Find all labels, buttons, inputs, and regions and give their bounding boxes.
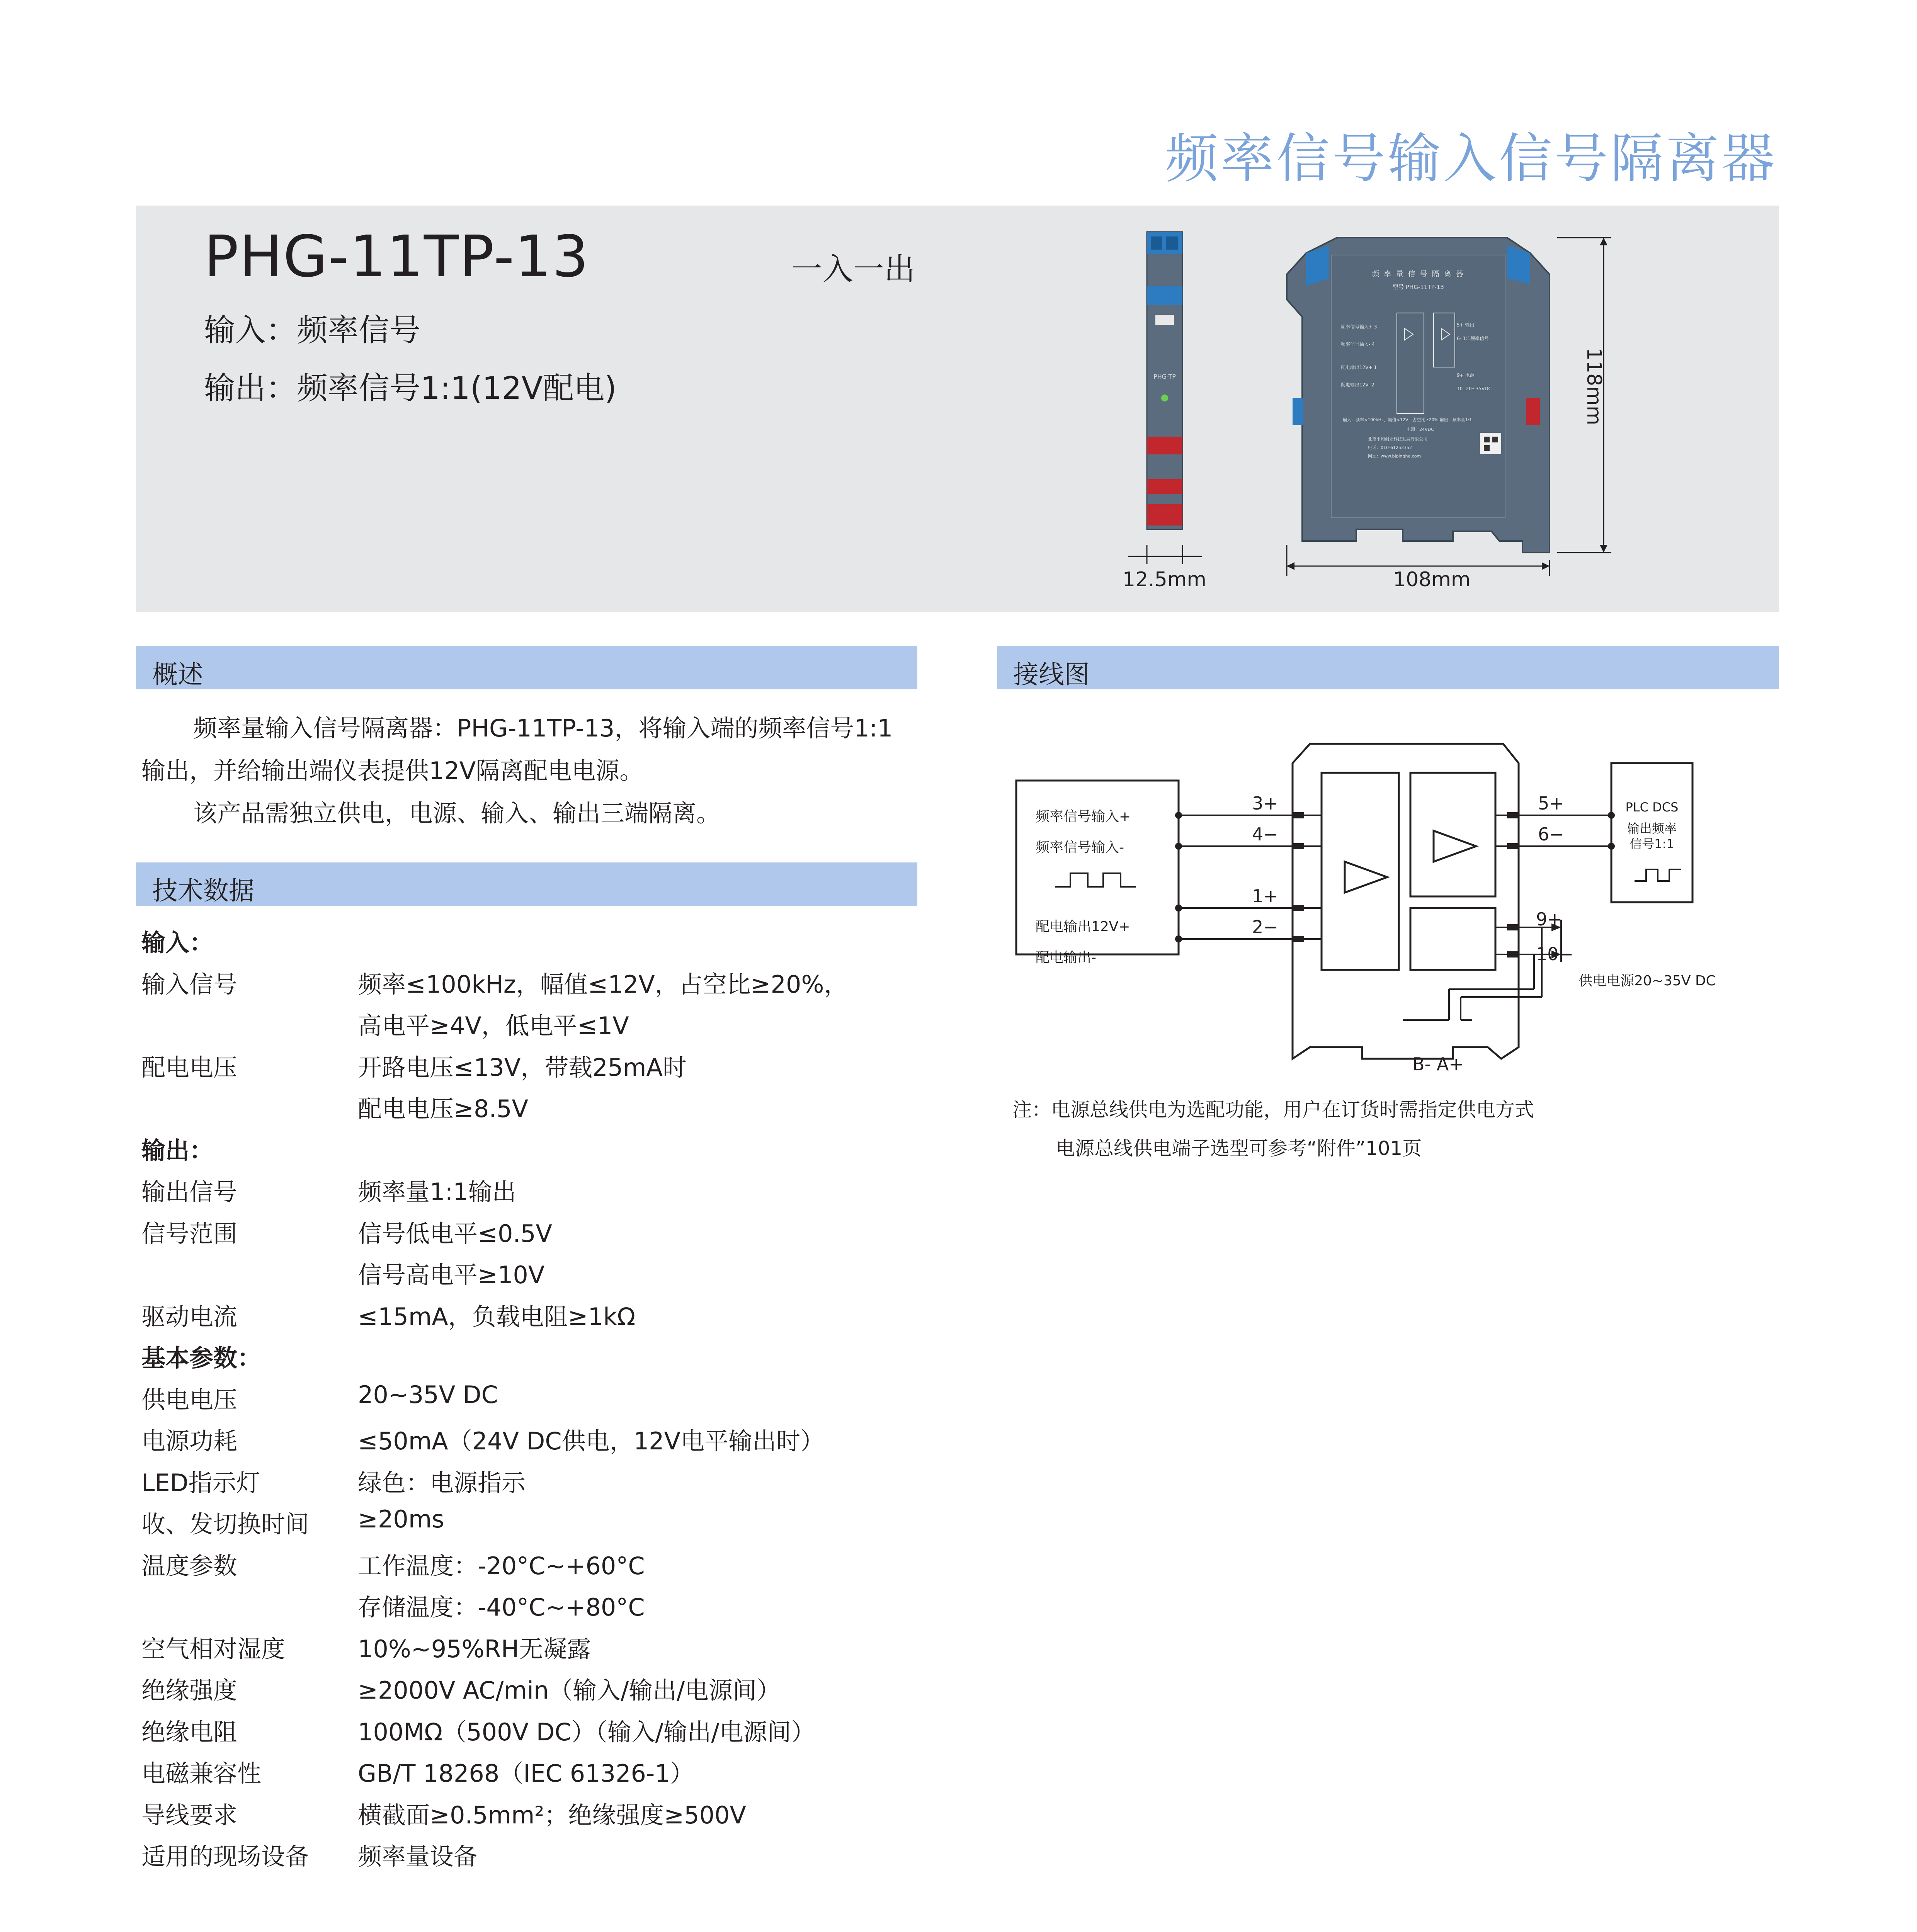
spec-value: GB/T 18268（IEC 61326-1） <box>358 1759 694 1787</box>
spec-label: 适用的现场设备 <box>141 1842 310 1871</box>
device-title: 频 率 量 信 号 隔 离 器 <box>1372 270 1465 278</box>
plc-label: PLC DCS <box>1625 800 1679 815</box>
spec-value: 工作温度：-20°C~+60°C <box>358 1552 645 1580</box>
spec-label: LED指示灯 <box>141 1469 260 1497</box>
spec-value: 配电电压≥8.5V <box>358 1095 528 1123</box>
spec-label: 输出： <box>141 1136 214 1165</box>
device-out-label: 9+ 电源 <box>1457 372 1475 378</box>
device-in-label: 配电输出12V+ 1 <box>1341 365 1377 370</box>
amplifier-icon <box>1434 831 1476 862</box>
device-out-label: 5+ 输出 <box>1457 322 1475 328</box>
field-label: 配电输出12V+ <box>1036 919 1130 935</box>
output-summary: 输出：频率信号1:1(12V配电) <box>204 370 617 406</box>
product-model: PHG-11TP-13 <box>204 223 590 290</box>
overview-line: 输出，并给输出端仪表提供12V隔离配电电源。 <box>141 757 644 785</box>
spec-value: 频率≤100kHz，幅值≤12V，占空比≥20%， <box>358 970 848 998</box>
field-label: 配电输出- <box>1036 950 1096 966</box>
bus-label: B- A+ <box>1412 1054 1464 1075</box>
terminal-label: 2− <box>1252 917 1278 937</box>
spec-label: 导线要求 <box>141 1801 238 1829</box>
spec-label: 电磁兼容性 <box>141 1759 262 1787</box>
spec-label: 空气相对湿度 <box>141 1635 286 1663</box>
device-out-label: 6- 1:1频率信号 <box>1457 336 1489 341</box>
power-block <box>1410 908 1495 970</box>
wiring-heading-bar <box>997 646 1779 689</box>
terminal-label: 9+ <box>1536 909 1562 930</box>
device-front-view <box>1287 238 1550 553</box>
page-title: 频率信号输入信号隔离器 <box>1165 128 1777 190</box>
device-power-line: 电源：24VDC <box>1407 427 1434 432</box>
tech-heading: 技术数据 <box>152 876 254 906</box>
spec-label: 电源功耗 <box>141 1427 238 1455</box>
wiring-diagram <box>1005 726 1778 1090</box>
device-model: 型号 PHG-11TP-13 <box>1392 284 1444 291</box>
device-in-label: 频率信号输入- 4 <box>1341 342 1375 347</box>
device-in-label: 频率信号输入+ 3 <box>1341 324 1377 330</box>
spec-value: 开路电压≤13V，带载25mA时 <box>358 1053 687 1082</box>
spec-label: 收、发切换时间 <box>141 1510 310 1538</box>
channel-config: 一入一出 <box>791 251 915 287</box>
isolator-outline <box>1293 744 1519 1059</box>
device-tel: 电话：010-61252352 <box>1368 445 1412 450</box>
dim-width: 108mm <box>1393 568 1471 591</box>
tech-heading-bar <box>136 862 917 906</box>
spec-value: 频率量设备 <box>358 1842 478 1871</box>
supply-label: 供电电源20~35V DC <box>1579 973 1716 989</box>
spec-value: 100MΩ（500V DC）（输入/输出/电源间） <box>358 1718 815 1746</box>
spec-value: ≤15mA，负载电阻≥1kΩ <box>358 1303 636 1331</box>
spec-label: 输出信号 <box>141 1178 238 1206</box>
device-in-label: 配电输出12V- 2 <box>1341 382 1374 388</box>
overview-heading-bar <box>136 646 917 689</box>
spec-label: 信号范围 <box>141 1219 238 1248</box>
spec-value: 存储温度：-40°C~+80°C <box>358 1593 645 1621</box>
product-drawing <box>1121 216 1662 611</box>
spec-value: ≥2000V AC/min（输入/输出/电源间） <box>358 1676 781 1704</box>
dim-height: 118mm <box>1582 348 1606 425</box>
terminal-label: 5+ <box>1538 793 1564 814</box>
spec-label: 基本参数： <box>141 1344 262 1372</box>
spec-value: 10%~95%RH无凝露 <box>358 1635 591 1663</box>
spec-label: 配电电压 <box>141 1053 238 1082</box>
amplifier-icon <box>1345 862 1387 893</box>
pulse-wave-icon <box>1635 869 1681 881</box>
wiring-note: 电源总线供电端子选型可参考“附件”101页 <box>1056 1137 1422 1160</box>
plc-label: 信号1:1 <box>1630 837 1674 851</box>
output-block <box>1410 773 1495 896</box>
dim-thin-width: 12.5mm <box>1123 568 1207 591</box>
terminal-label: 4− <box>1252 824 1278 845</box>
field-label: 频率信号输入+ <box>1036 809 1131 825</box>
spec-value: 20~35V DC <box>358 1381 498 1409</box>
spec-label: 驱动电流 <box>141 1303 238 1331</box>
field-label: 频率信号输入- <box>1036 840 1124 855</box>
plc-label: 输出频率 <box>1627 821 1677 836</box>
spec-label: 绝缘强度 <box>141 1676 238 1704</box>
overview-line: 该产品需独立供电，电源、输入、输出三端隔离。 <box>193 799 721 827</box>
device-web: 网址：www.bjpinghe.com <box>1368 454 1421 459</box>
spec-value: 频率量1:1输出 <box>358 1178 516 1206</box>
pulse-wave-icon <box>1055 873 1136 887</box>
spec-value: ≥20ms <box>358 1505 444 1533</box>
input-summary: 输入：频率信号 <box>204 312 420 348</box>
overview-line: 频率量输入信号隔离器：PHG-11TP-13，将输入端的频率信号1:1 <box>193 714 893 742</box>
device-company: 北京平和创业科技发展有限公司 <box>1368 437 1427 442</box>
spec-label: 输入信号 <box>141 970 238 998</box>
spec-value: 信号高电平≥10V <box>358 1261 545 1289</box>
terminal-label: 3+ <box>1252 793 1278 814</box>
spec-value: 信号低电平≤0.5V <box>358 1219 552 1248</box>
input-block <box>1322 773 1399 970</box>
spec-value: ≤50mA（24V DC供电，12V电平输出时） <box>358 1427 825 1455</box>
spec-label: 温度参数 <box>141 1552 238 1580</box>
spec-value: 高电平≥4V，低电平≤1V <box>358 1012 629 1040</box>
terminal-label: 10− <box>1536 944 1574 964</box>
side-model-label: PHG-TP <box>1153 373 1176 380</box>
device-side-view <box>1147 232 1182 529</box>
terminal-label: 6− <box>1538 824 1564 845</box>
spec-label: 绝缘电阻 <box>141 1718 238 1746</box>
qr-code-icon <box>1480 433 1501 454</box>
overview-heading: 概述 <box>152 660 203 689</box>
spec-label: 输入： <box>141 929 214 957</box>
wiring-note: 注：电源总线供电为选配功能，用户在订货时需指定供电方式 <box>1012 1099 1534 1121</box>
device-out-label: 10- 20~35VDC <box>1457 386 1492 391</box>
spec-value: 绿色：电源指示 <box>358 1469 526 1497</box>
wiring-heading: 接线图 <box>1013 660 1090 689</box>
terminal-label: 1+ <box>1252 886 1278 906</box>
spec-label: 供电电压 <box>141 1386 238 1414</box>
device-spec-line: 输入：频率<100kHz，幅值<12V，占空比≥20% 输出：频率量1:1 <box>1343 417 1472 422</box>
spec-value: 横截面≥0.5mm²；绝缘强度≥500V <box>358 1801 746 1829</box>
